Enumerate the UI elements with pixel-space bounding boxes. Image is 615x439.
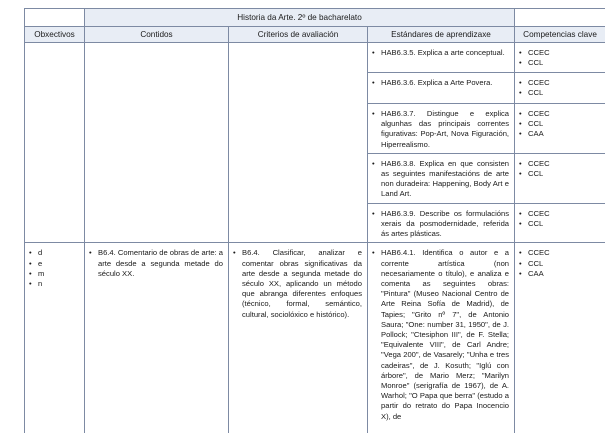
competencia-item: • CCL bbox=[519, 119, 600, 129]
estandar-text: • HAB6.3.7. Distingue e explica algunhas das principais correntes figurativas: Pop-Art, Nova Figuración, Hiperrealismo. bbox=[372, 109, 509, 150]
obxectivo-item: • n bbox=[29, 279, 79, 289]
competencia-item: • CCL bbox=[519, 219, 600, 229]
contidos-cell bbox=[85, 43, 229, 243]
contido-item: • B6.4. Comentario de obras de arte: a arte desde a segunda metade do século XX. bbox=[89, 248, 223, 279]
curriculum-table bbox=[24, 8, 605, 433]
competencia-item: • CCEC bbox=[519, 159, 600, 169]
column-header-competencias: Competencias clave bbox=[515, 27, 605, 43]
competencia-item: • CCEC bbox=[519, 48, 600, 58]
obxectivos-cell bbox=[25, 43, 85, 243]
header-blank-cell bbox=[25, 9, 85, 27]
competencia-item: • CCL bbox=[519, 259, 600, 269]
competencia-item: • CCL bbox=[519, 88, 600, 98]
curriculum-page bbox=[24, 8, 605, 433]
column-header-estandares: Estándares de aprendizaxe bbox=[368, 27, 515, 43]
competencia-item: • CCL bbox=[519, 169, 600, 179]
competencia-item: • CCEC bbox=[519, 248, 600, 258]
header-blank-cell bbox=[515, 9, 605, 27]
obxectivo-item: • d bbox=[29, 248, 79, 258]
criterios-cell bbox=[229, 43, 368, 243]
table-title: Historia da Arte. 2º de bacharelato bbox=[85, 9, 515, 27]
competencia-item: • CCL bbox=[519, 58, 600, 68]
criterio-item: • B6.4. Clasificar, analizar e comentar obras significativas da arte desde a segunda metade do século XX, aplicando un método que abranga diferentes enfoques (técnico, formal, semántico, cultural, sociolóxico e histórico). bbox=[233, 248, 362, 319]
estandar-text: • HAB6.3.6. Explica a Arte Povera. bbox=[372, 78, 509, 88]
competencia-item: • CAA bbox=[519, 129, 600, 139]
obxectivo-item: • e bbox=[29, 259, 79, 269]
estandar-text: • HAB6.3.5. Explica a arte conceptual. bbox=[372, 48, 509, 58]
competencia-item: • CCEC bbox=[519, 78, 600, 88]
obxectivo-item: • m bbox=[29, 269, 79, 279]
competencia-item: • CCEC bbox=[519, 209, 600, 219]
competencia-item: • CCEC bbox=[519, 109, 600, 119]
table-row bbox=[25, 43, 606, 73]
column-header-contidos: Contidos bbox=[85, 27, 229, 43]
column-header-criterios: Criterios de avaliación bbox=[229, 27, 368, 43]
column-header-obxectivos: Obxectivos bbox=[25, 27, 85, 43]
competencia-item: • CAA bbox=[519, 269, 600, 279]
table-row bbox=[25, 243, 606, 433]
estandar-text: • HAB6.3.8. Explica en que consisten as seguintes manifestacións de arte non duradeira: Happening, Body Art e Land Art. bbox=[372, 159, 509, 200]
estandar-text: • HAB6.3.9. Describe os formulacións xerais da posmodernidade, referida ás artes plásticas. bbox=[372, 209, 509, 240]
estandar-text: • HAB6.4.1. Identifica o autor e a corrente artística (non necesariamente o título), e analiza e comenta as seguintes obras: "Pintura" (Museo Nacional Centro de Arte Reina Sofía de Madrid), de Tapies; "Grito nº 7", de Antonio Saura; "One: number 31, 1950", de J. Pollock; "Ctesiphon III", de F. Stella; "Equivalente VIII", de Carl Andre; "Vega 200", de Vasarely; "Unha e tres cadeiras", de J. Kosuth; "Iglú con árbore", de Mario Merz; "Marilyn Monroe" (serigrafía de 1967), de A. Warhol; "O Papa que berra" (estudo a partir do retrato do Papa Inocencio X), de bbox=[372, 248, 509, 421]
